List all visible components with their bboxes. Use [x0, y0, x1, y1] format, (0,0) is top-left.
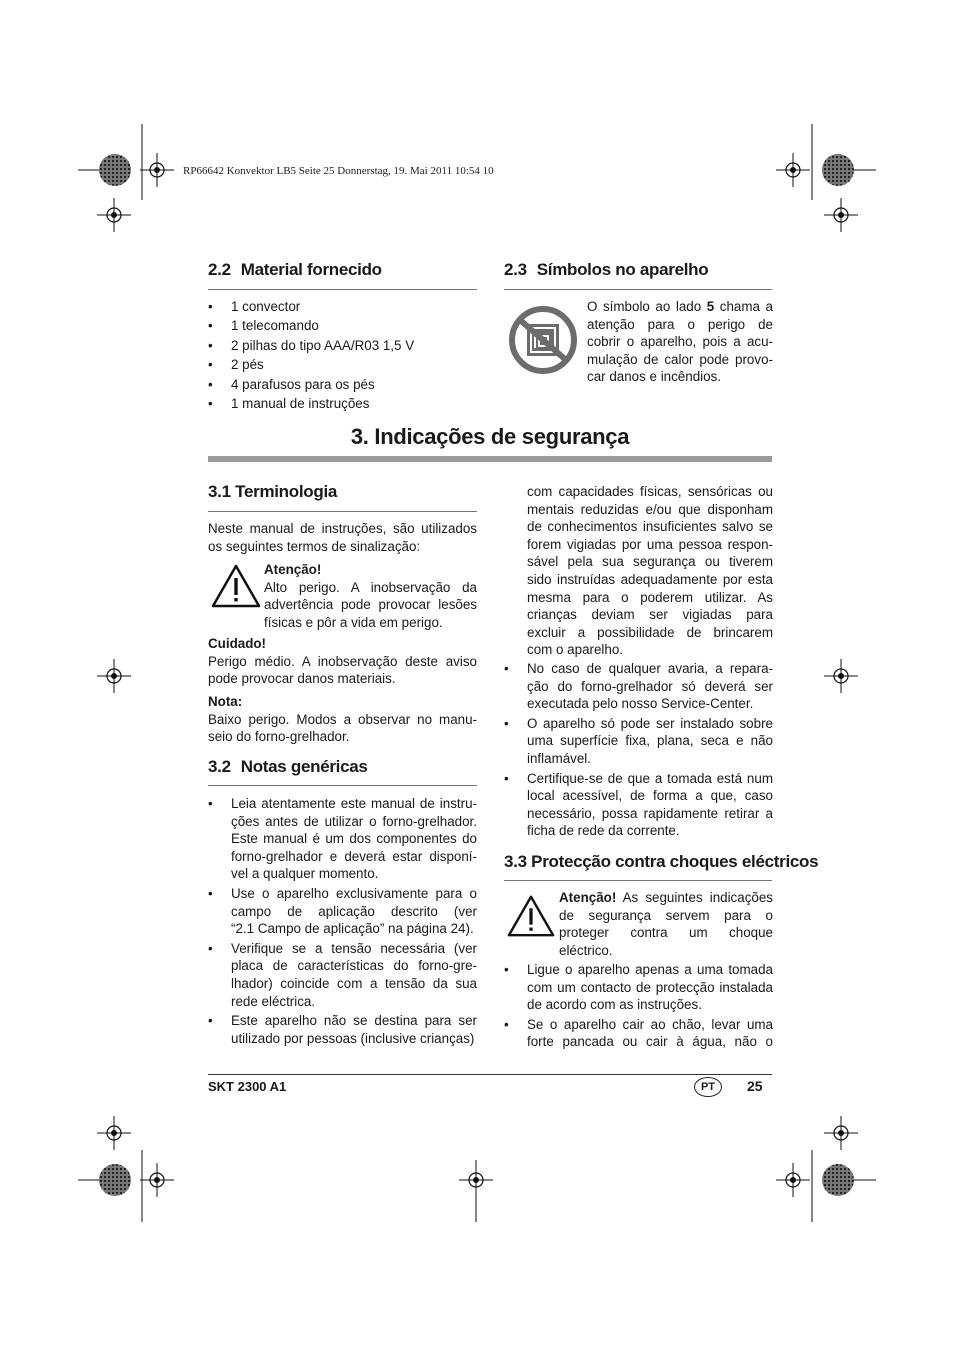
text-line: advertência pode provocar lesões — [264, 597, 477, 613]
text-line: Alto perigo. A inobservação da — [264, 579, 477, 595]
bullet: • — [208, 885, 213, 901]
section-title: Material fornecido — [240, 260, 382, 279]
list-item-text: 4 parafusos para os pés — [231, 376, 375, 392]
text-line: Se o aparelho cair ao chão, levar uma — [527, 1016, 773, 1032]
warning-triangle-icon — [506, 893, 556, 939]
text-line: Perigo médio. A inobservação deste aviso — [208, 653, 477, 669]
list-item — [504, 770, 773, 840]
text-line: necessário, possa rapidamente retirar a — [527, 805, 773, 821]
section-rule — [208, 511, 477, 512]
symbol-description — [587, 298, 773, 386]
electric-safety-list — [504, 961, 773, 1051]
list-item — [208, 336, 477, 355]
text-line: Este manual é um dos componentes do — [231, 831, 477, 847]
section-rule — [504, 880, 772, 881]
section-3-1-heading: 3.1 Terminologia — [208, 482, 338, 501]
text-line: pode provocar danos materiais. — [208, 671, 396, 687]
generic-notes-list-continued — [504, 660, 773, 840]
text-line: forte pancada ou cair à água, não o — [527, 1034, 773, 1050]
bullet: • — [208, 376, 213, 392]
chapter-title: 3. Indicações de segurança — [350, 424, 630, 449]
text-line: Ligue o aparelho apenas a uma tomada — [527, 962, 773, 977]
section-2-3-heading — [504, 260, 708, 280]
caution-block — [208, 635, 477, 688]
do-not-cover-icon — [508, 306, 578, 374]
section-rule — [208, 289, 477, 290]
supplied-items-list — [208, 297, 477, 413]
text-line: excluir a possibilidade de brincarem — [527, 624, 773, 640]
bullet: • — [208, 1013, 213, 1029]
bullet: • — [504, 1016, 509, 1032]
text-line: Baixo perigo. Modos a observar no manu- — [208, 711, 477, 727]
text-line: Certifique-se de que a tomada está num — [527, 770, 773, 786]
text-line: ficha de rede da corrente. — [527, 823, 680, 839]
text-line: Verifique se a tensão necessária (ver — [231, 940, 477, 956]
section-title: Símbolos no aparelho — [536, 260, 709, 279]
text-line: mulação de calor pode provo- — [587, 351, 773, 367]
text-line: vel a qualquer momento. — [231, 866, 379, 882]
warning-label: Atenção! — [264, 562, 322, 577]
text-line: uma superfície fixa, plana, seca e não — [527, 733, 773, 749]
section-3-2-heading — [208, 757, 368, 777]
text-line: ção do forno-grelhador só deverá ser — [527, 678, 773, 694]
text-line: eléctrico. — [559, 942, 613, 958]
list-item — [504, 961, 773, 1014]
list-continuation — [527, 483, 773, 659]
electric-warning-block — [559, 889, 773, 959]
text-line: cobrir o aparelho, pois a acu- — [587, 334, 773, 350]
text-line: placa de características do forno-gre- — [231, 958, 477, 974]
section-3-3-heading: 3.3 Protecção contra choques eléctricos — [504, 852, 819, 871]
text: O símbolo ao lado — [587, 299, 707, 314]
list-item-text: 2 pés — [231, 357, 264, 373]
bullet: • — [504, 770, 509, 786]
text-line: ções antes de utilizar o forno-grelhador. — [231, 813, 477, 829]
section-rule — [504, 289, 772, 290]
text-line: Leia atentamente este manual de instru- — [231, 796, 477, 811]
list-item — [208, 355, 477, 374]
text-line: crianças deviam ser vigiadas para — [527, 607, 773, 623]
terminology-intro — [208, 520, 477, 555]
text-line: mentais reduzidas e/ou que disponham — [527, 501, 773, 517]
text-line: Use o aparelho exclusivamente para o — [231, 885, 477, 901]
bullet: • — [208, 940, 213, 956]
text-line: local acessível, de forma a que, caso — [527, 788, 773, 804]
section-2-2-heading — [208, 260, 382, 280]
section-title: Notas genéricas — [240, 757, 368, 776]
list-item — [208, 795, 477, 883]
list-item — [208, 885, 477, 938]
section-number: 2.3 — [504, 260, 527, 279]
bullet: • — [208, 318, 213, 334]
text: chama a — [714, 299, 773, 314]
text-line: com o aparelho. — [527, 642, 624, 658]
note-label: Nota: — [208, 694, 243, 709]
text-line: campo de aplicação descrito (ver — [231, 903, 477, 919]
language-badge: PT — [694, 1077, 722, 1097]
text-line: sável pela sua segurança ou tiverem — [527, 554, 773, 570]
text-line: rede eléctrica. — [231, 993, 316, 1009]
text-line: utilizado por pessoas (inclusive crianças) — [231, 1030, 475, 1046]
text-line: forem vigiadas por uma pessoa respon- — [527, 536, 773, 552]
list-item — [208, 394, 477, 413]
text-line: car danos e incêndios. — [587, 369, 721, 385]
list-item-text: 2 pilhas do tipo AAA/R03 1,5 V — [231, 337, 415, 353]
bullet: • — [208, 357, 213, 373]
section-number: 2.2 — [208, 260, 231, 279]
list-item — [208, 297, 477, 316]
text-line: “2.1 Campo de aplicação” na página 24). — [231, 921, 474, 937]
text-line: executada pelo nosso Service-Center. — [527, 696, 754, 712]
list-item — [208, 940, 477, 1010]
list-item — [208, 1012, 477, 1047]
section-number: 3.2 — [208, 757, 231, 776]
bullet: • — [208, 396, 213, 412]
text: As seguintes indicações — [616, 890, 773, 905]
list-item — [504, 660, 773, 713]
note-block — [208, 693, 477, 746]
text-line: seio do forno-grelhador. — [208, 729, 350, 745]
text-line: os seguintes termos de sinalização: — [208, 538, 421, 554]
text-line: No caso de qualquer avaria, a repara- — [527, 661, 773, 676]
bullet: • — [504, 661, 509, 676]
list-item — [208, 316, 477, 335]
text-line: forno-grelhador e deverá estar disponí- — [231, 848, 477, 864]
text-line: sido instruídas adequadamente por esta — [527, 571, 773, 587]
bullet: • — [504, 962, 509, 977]
text-line: lhador) coincide com a tensão da sua — [231, 975, 477, 991]
bullet: • — [208, 796, 213, 811]
text-line: físicas e pôr a vida em perigo. — [264, 614, 443, 630]
footer-rule — [208, 1074, 772, 1075]
section-rule — [208, 785, 477, 786]
text-line: Este aparelho não se destina para ser — [231, 1013, 477, 1029]
text-line: proteger contra um choque — [559, 925, 773, 941]
generic-notes-list — [208, 795, 477, 1047]
bullet: • — [208, 299, 213, 314]
warning-triangle-icon — [210, 563, 262, 609]
text-line: Neste manual de instruções, são utilizados — [208, 521, 477, 536]
warning-label: Atenção! — [559, 890, 617, 905]
text-line: atenção para o perigo de — [587, 316, 773, 332]
list-item — [208, 375, 477, 394]
caution-label: Cuidado! — [208, 636, 267, 651]
text-line: com um contacto de protecção instalada — [527, 979, 773, 995]
text-line: de acordo com as instruções. — [527, 997, 702, 1013]
page-number: 25 — [747, 1078, 763, 1094]
list-item-text: 1 convector — [231, 299, 301, 314]
text-line: inflamável. — [527, 750, 592, 766]
footer-model: SKT 2300 A1 — [208, 1079, 287, 1094]
text-line: O aparelho só pode ser instalado sobre — [527, 715, 773, 731]
chapter-bar — [208, 456, 772, 462]
text-line: mesma para o poderem utilizar. As — [527, 589, 773, 605]
list-item-text: 1 manual de instruções — [231, 396, 370, 412]
text-line: com capacidades físicas, sensóricas ou — [527, 484, 773, 499]
print-header-line: RP66642 Konvektor LB5 Seite 25 Donnerstag, 19. Mai 2011 10:54 10 — [183, 165, 494, 177]
list-item-text: 1 telecomando — [231, 318, 319, 334]
text-line: de conhecimentos insuficientes salvo se — [527, 519, 773, 535]
symbol-number: 5 — [706, 299, 715, 314]
warning-block — [264, 561, 477, 631]
list-item — [504, 715, 773, 768]
bullet: • — [208, 337, 213, 353]
text-line: de segurança servem para o — [559, 907, 773, 923]
bullet: • — [504, 715, 509, 731]
list-item — [504, 1016, 773, 1051]
